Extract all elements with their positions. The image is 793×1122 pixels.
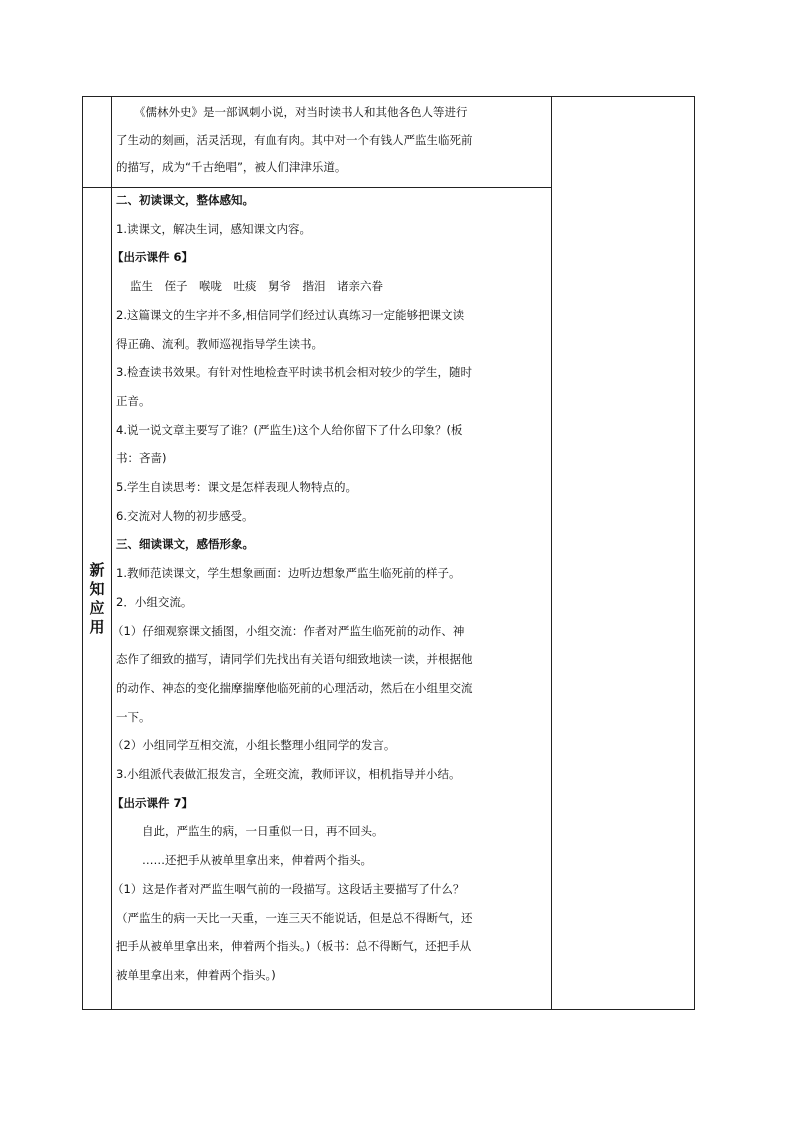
text-line: 态作了细致的描写，请同学们先找出有关语句细致地读一读，并根据他 [116, 652, 473, 667]
section-label-char: 用 [89, 617, 105, 636]
text-line: 2.这篇课文的生字并不多,相信同学们经过认真练习一定能够把课文读 [116, 307, 465, 322]
text-line: 监生 侄子 喉咙 吐痰 舅爷 揩泪 诸亲六眷 [130, 279, 383, 294]
section-label-char: 知 [89, 579, 105, 598]
text-line: 被单里拿出来，伸着两个指头。) [116, 967, 276, 982]
lesson-steps-cell [112, 188, 551, 1009]
text-line: 得正确、流利。教师巡视指导学生读书。 [116, 336, 323, 351]
text-line: 了生动的刻画，活灵活现，有血有肉。其中对一个有钱人严监生临死前 [116, 132, 473, 147]
text-line: 1.教师范读课文，学生想象画面：边听边想象严监生临死前的样子。 [116, 566, 461, 581]
text-line: （2）小组同学互相交流，小组长整理小组同学的发言。 [112, 738, 396, 753]
lesson-table [82, 96, 695, 1010]
text-line: 【出示课件 7】 [112, 795, 194, 810]
text-line: 1.读课文，解决生词，感知课文内容。 [116, 221, 311, 236]
text-line: 4.说一说文章主要写了谁？(严监生)这个人给你留下了什么印象？(板 [116, 422, 463, 437]
text-line: （1）这是作者对严监生咽气前的一段描写。这段话主要描写了什么？ [112, 881, 465, 896]
text-line: 二、初读课文，整体感知。 [116, 193, 254, 207]
text-line: 的动作、神态的变化揣摩揣摩他临死前的心理活动，然后在小组里交流 [116, 680, 473, 695]
text-line: 3.检查读书效果。有针对性地检查平时读书机会相对较少的学生，随时 [116, 365, 472, 380]
text-line: 6.交流对人物的初步感受。 [116, 508, 254, 523]
text-line: 书：吝啬) [116, 451, 167, 466]
notes-column [552, 97, 694, 1009]
text-line: （严监生的病一天比一天重，一连三天不能说话，但是总不得断气，还 [116, 910, 473, 925]
text-line: 的描写，成为“千古绝唱”，被人们津津乐道。 [116, 160, 347, 174]
text-line: 三、细读课文，感悟形象。 [116, 537, 254, 552]
text-line: 2．小组交流。 [116, 594, 193, 609]
text-line: 一下。 [116, 709, 151, 724]
text-line: 正音。 [116, 393, 151, 408]
text-line: ……还把手从被单里拿出来，伸着两个指头。 [142, 853, 372, 868]
section-label-char: 应 [89, 598, 105, 617]
text-line: 【出示课件 6】 [112, 250, 194, 265]
text-line: 3.小组派代表做汇报发言，全班交流，教师评议，相机指导并小结。 [116, 767, 461, 781]
text-line: 自此，严监生的病，一日重似一日，再不回头。 [142, 824, 384, 839]
section-label-new-knowledge-application [83, 188, 111, 1009]
section-label-char: 新 [89, 560, 105, 579]
text-line: 把手从被单里拿出来，伸着两个指头。)（板书：总不得断气，还把手从 [116, 939, 472, 954]
text-line: （1）仔细观察课文插图，小组交流：作者对严监生临死前的动作、神 [112, 623, 465, 638]
text-line: 《儒林外史》是一部讽刺小说，对当时读书人和其他各色人等进行 [134, 105, 468, 119]
intro-text-cell [112, 97, 551, 187]
text-line: 5.学生自读思考：课文是怎样表现人物特点的。 [116, 480, 357, 494]
